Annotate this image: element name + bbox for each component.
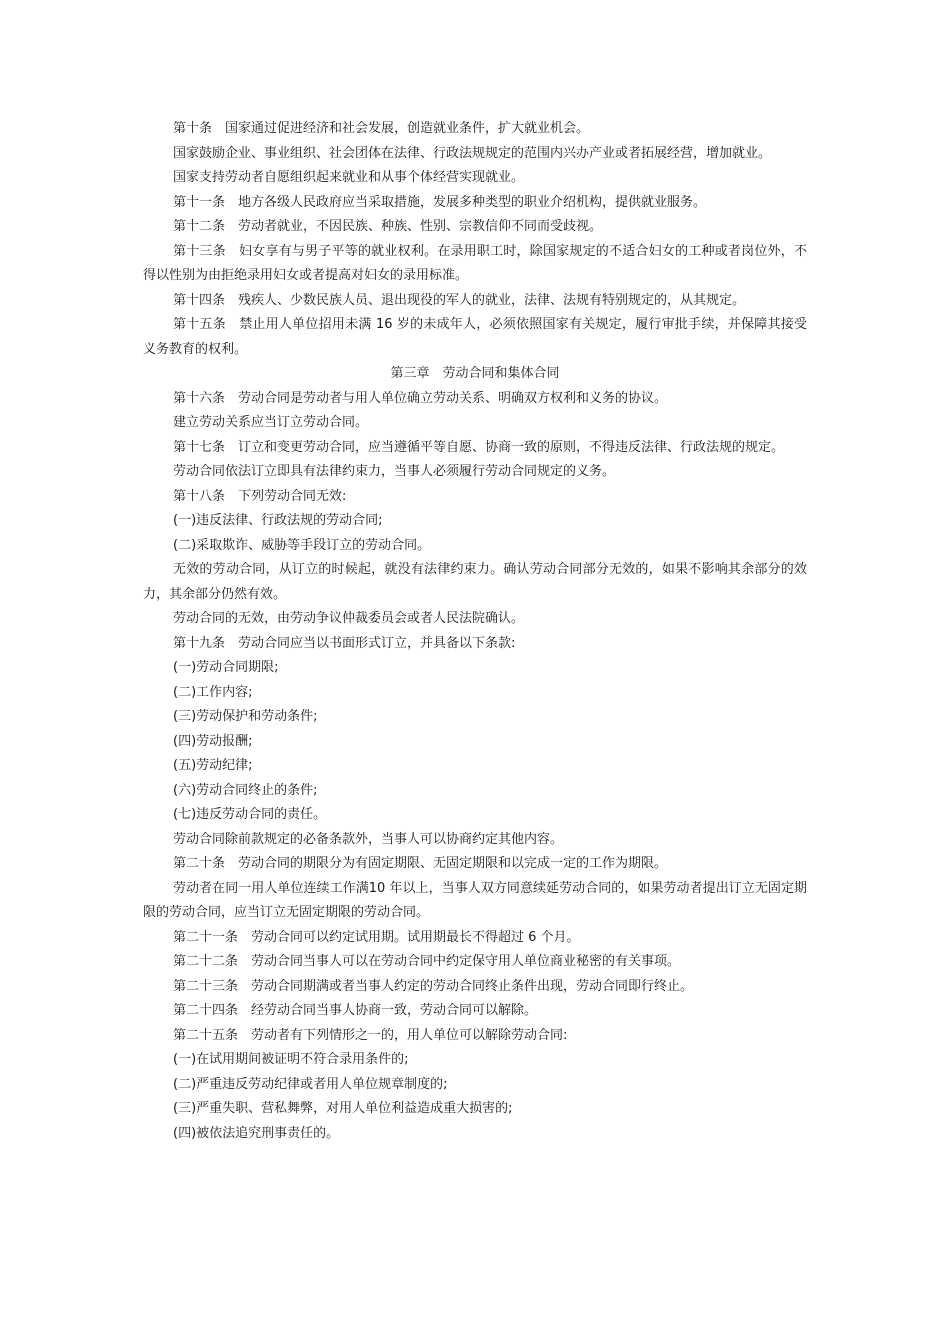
paragraph: (四)劳动报酬; [173, 733, 253, 749]
paragraph: 劳动合同除前款规定的必备条款外，当事人可以协商约定其他内容。 [173, 831, 564, 847]
paragraph: 第十七条 订立和变更劳动合同，应当遵循平等自愿、协商一致的原则，不得违反法律、行政法规的规定。 [173, 439, 785, 455]
paragraph: 第十五条 禁止用人单位招用未满 16 岁的未成年人，必须依照国家有关规定，履行审批手续，并保障其接受义务教育的权利。 [143, 317, 807, 357]
paragraph: 劳动合同的无效，由劳动争议仲裁委员会或者人民法院确认。 [173, 611, 525, 626]
paragraph: (六)劳动合同终止的条件; [173, 782, 318, 798]
paragraph: 第二十四条 经劳动合同当事人协商一致，劳动合同可以解除。 [173, 1003, 538, 1018]
paragraph: 第十一条 地方各级人民政府应当采取措施，发展多种类型的职业介绍机构，提供就业服务。 [173, 194, 707, 210]
paragraph: (三)劳动保护和劳动条件; [173, 709, 318, 724]
paragraph: 劳动者在同一用人单位连续工作满10 年以上，当事人双方同意续延劳动合同的，如果劳动者提出订立无固定期限的劳动合同，应当订立无固定期限的劳动合同。 [143, 880, 807, 920]
paragraph: 第二十二条 劳动合同当事人可以在劳动合同中约定保守用人单位商业秘密的有关事项。 [173, 954, 681, 969]
chapter-heading: 第三章 劳动合同和集体合同 [390, 366, 560, 381]
paragraph: (七)违反劳动合同的责任。 [173, 807, 327, 822]
paragraph: 第十四条 残疾人、少数民族人员、退出现役的军人的就业，法律、法规有特别规定的，从其规定。 [173, 292, 746, 308]
paragraph: 建立劳动关系应当订立劳动合同。 [173, 415, 369, 430]
document-body [143, 117, 807, 1146]
paragraph: (三)严重失职、营私舞弊，对用人单位利益造成重大损害的; [173, 1101, 513, 1116]
paragraph: 第十二条 劳动者就业，不因民族、种族、性别、宗教信仰不同而受歧视。 [173, 219, 603, 234]
paragraph: 第十三条 妇女享有与男子平等的就业权利。在录用职工时，除国家规定的不适合妇女的工种或者岗位外，不得以性别为由拒绝录用妇女或者提高对妇女的录用标准。 [143, 243, 807, 283]
paragraph: 第十八条 下列劳动合同无效: [173, 488, 347, 504]
paragraph: 无效的劳动合同，从订立的时候起，就没有法律约束力。确认劳动合同部分无效的，如果不影响其余部分的效力，其余部分仍然有效。 [143, 562, 807, 602]
paragraph: 第二十一条 劳动合同可以约定试用期。试用期最长不得超过 6 个月。 [173, 929, 580, 945]
paragraph: 第十条 国家通过促进经济和社会发展，创造就业条件，扩大就业机会。 [173, 121, 590, 136]
paragraph: 第十六条 劳动合同是劳动者与用人单位确立劳动关系、明确双方权利和义务的协议。 [173, 390, 668, 406]
paragraph: 劳动合同依法订立即具有法律约束力，当事人必须履行劳动合同规定的义务。 [173, 464, 616, 479]
paragraph: 第二十三条 劳动合同期满或者当事人约定的劳动合同终止条件出现，劳动合同即行终止。 [173, 978, 694, 994]
paragraph: (二)严重违反劳动纪律或者用人单位规章制度的; [173, 1076, 448, 1092]
paragraph: (一)违反法律、行政法规的劳动合同; [173, 513, 383, 528]
paragraph: 国家鼓励企业、事业组织、社会团体在法律、行政法规规定的范围内兴办产业或者拓展经营，增加就业。 [173, 145, 772, 161]
paragraph: (二)采取欺诈、威胁等手段订立的劳动合同。 [173, 537, 431, 553]
paragraph: 第二十条 劳动合同的期限分为有固定期限、无固定期限和以完成一定的工作为期限。 [173, 856, 668, 871]
paragraph: (一)在试用期间被证明不符合录用条件的; [173, 1052, 409, 1067]
paragraph: 国家支持劳动者自愿组织起来就业和从事个体经营实现就业。 [173, 170, 525, 185]
paragraph: (五)劳动纪律; [173, 758, 253, 773]
paragraph: (四)被依法追究刑事责任的。 [173, 1125, 340, 1141]
paragraph: (一)劳动合同期限; [173, 660, 279, 675]
paragraph: (二)工作内容; [173, 684, 253, 700]
paragraph: 第二十五条 劳动者有下列情形之一的，用人单位可以解除劳动合同: [173, 1027, 568, 1043]
paragraph: 第十九条 劳动合同应当以书面形式订立，并具备以下条款: [173, 635, 516, 651]
